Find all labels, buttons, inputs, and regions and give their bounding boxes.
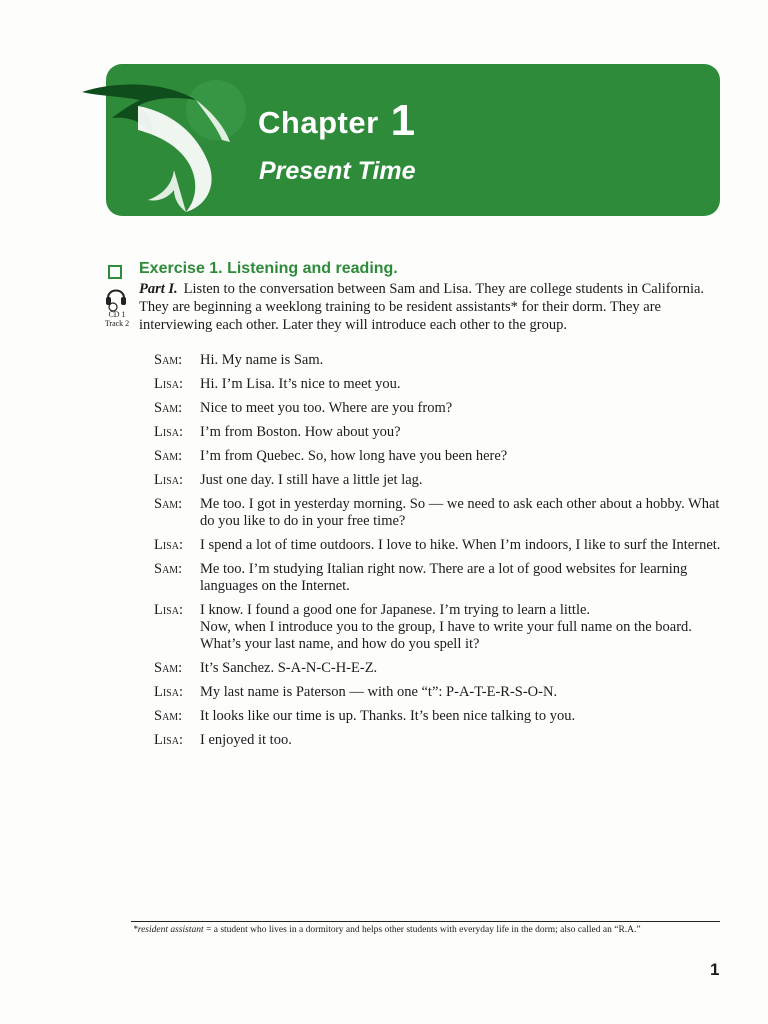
line-text: Me too. I got in yesterday morning. So — we need to ask each other about a hobby. What do you like to do in your free time? [200,496,720,529]
dialogue-line [154,424,734,441]
footnote-definition: = a student who lives in a dormitory and helps other students with everyday life in the dorm; also called an “R.A.” [203,925,641,935]
dialogue-line [154,732,734,749]
line-text: It looks like our time is up. Thanks. It’s been nice talking to you. [200,708,576,724]
headphones-cd-icon [104,282,128,312]
dialogue-line [154,352,734,369]
speaker: Lisa: [154,424,183,440]
exercise-checkbox[interactable] [108,265,122,279]
line-text: I’m from Quebec. So, how long have you been here? [200,448,508,464]
speaker: Sam: [154,708,183,724]
speaker: Sam: [154,352,183,368]
dialogue-line [154,561,734,595]
speaker: Sam: [154,561,183,577]
dialogue-line [154,708,734,725]
speaker: Lisa: [154,732,183,748]
footnote-divider [131,921,720,922]
line-text: It’s Sanchez. S-A-N-C-H-E-Z. [200,660,378,676]
dialogue-line [154,472,734,489]
dialogue-line [154,376,734,393]
line-text: My last name is Paterson — with one “t”: P-A-T-E-R-S-O-N. [200,684,558,700]
chapter-subtitle: Present Time [259,157,416,185]
exercise-title: Exercise 1. Listening and reading. [139,260,398,277]
track-label: Track 2 [104,319,130,328]
chapter-word: Chapter [258,105,379,140]
dialogue-line [154,400,734,417]
dialogue-line [154,537,734,554]
line-text: Me too. I’m studying Italian right now. There are a lot of good websites for learning languages on the Internet. [200,561,688,594]
chapter-heading [258,94,415,144]
speaker: Sam: [154,496,183,512]
line-text: Just one day. I still have a little jet lag. [200,472,423,488]
line-text-part: I know. I found a good one for Japanese. I’m trying to learn a little. [200,602,591,618]
dialogue-line [154,660,734,677]
chapter-number: 1 [390,96,416,145]
footnote-term: *resident assistant [133,925,204,935]
page-number: 1 [710,960,720,979]
cd-label: CD 1 [108,310,126,319]
dialogue-line [154,684,734,701]
line-text: Nice to meet you too. Where are you from? [200,400,453,416]
bird-logo-icon [78,66,248,216]
cd-track-label [100,310,134,328]
line-text: I enjoyed it too. [200,732,292,748]
speaker: Sam: [154,660,183,676]
line-text [200,602,734,653]
line-text: I’m from Boston. How about you? [200,424,401,440]
speaker: Lisa: [154,684,183,700]
line-text: Hi. My name is Sam. [200,352,324,368]
intro-text: Listen to the conversation between Sam and Lisa. They are college students in California. They are beginning a weeklong training to be resident assistants* for their dorm. They are interviewing each other. Later they will introduce each other to the group. [139,281,705,333]
speaker: Lisa: [154,376,183,392]
line-text: I spend a lot of time outdoors. I love to hike. When I’m indoors, I like to surf the Internet. [200,537,721,553]
dialogue-line [154,602,734,653]
speaker: Lisa: [154,602,183,618]
dialogue-line [154,448,734,465]
speaker: Lisa: [154,537,183,553]
speaker: Sam: [154,448,183,464]
line-text-part: Now, when I introduce you to the group, I have to write your full name on the board. What’s your last name, and how do you spell it? [200,619,692,652]
footnote [133,925,641,935]
exercise-intro [139,280,729,334]
dialogue [154,352,734,756]
part-label: Part I. [139,281,178,297]
speaker: Lisa: [154,472,183,488]
speaker: Sam: [154,400,183,416]
line-text: Hi. I’m Lisa. It’s nice to meet you. [200,376,401,392]
dialogue-line [154,496,734,530]
